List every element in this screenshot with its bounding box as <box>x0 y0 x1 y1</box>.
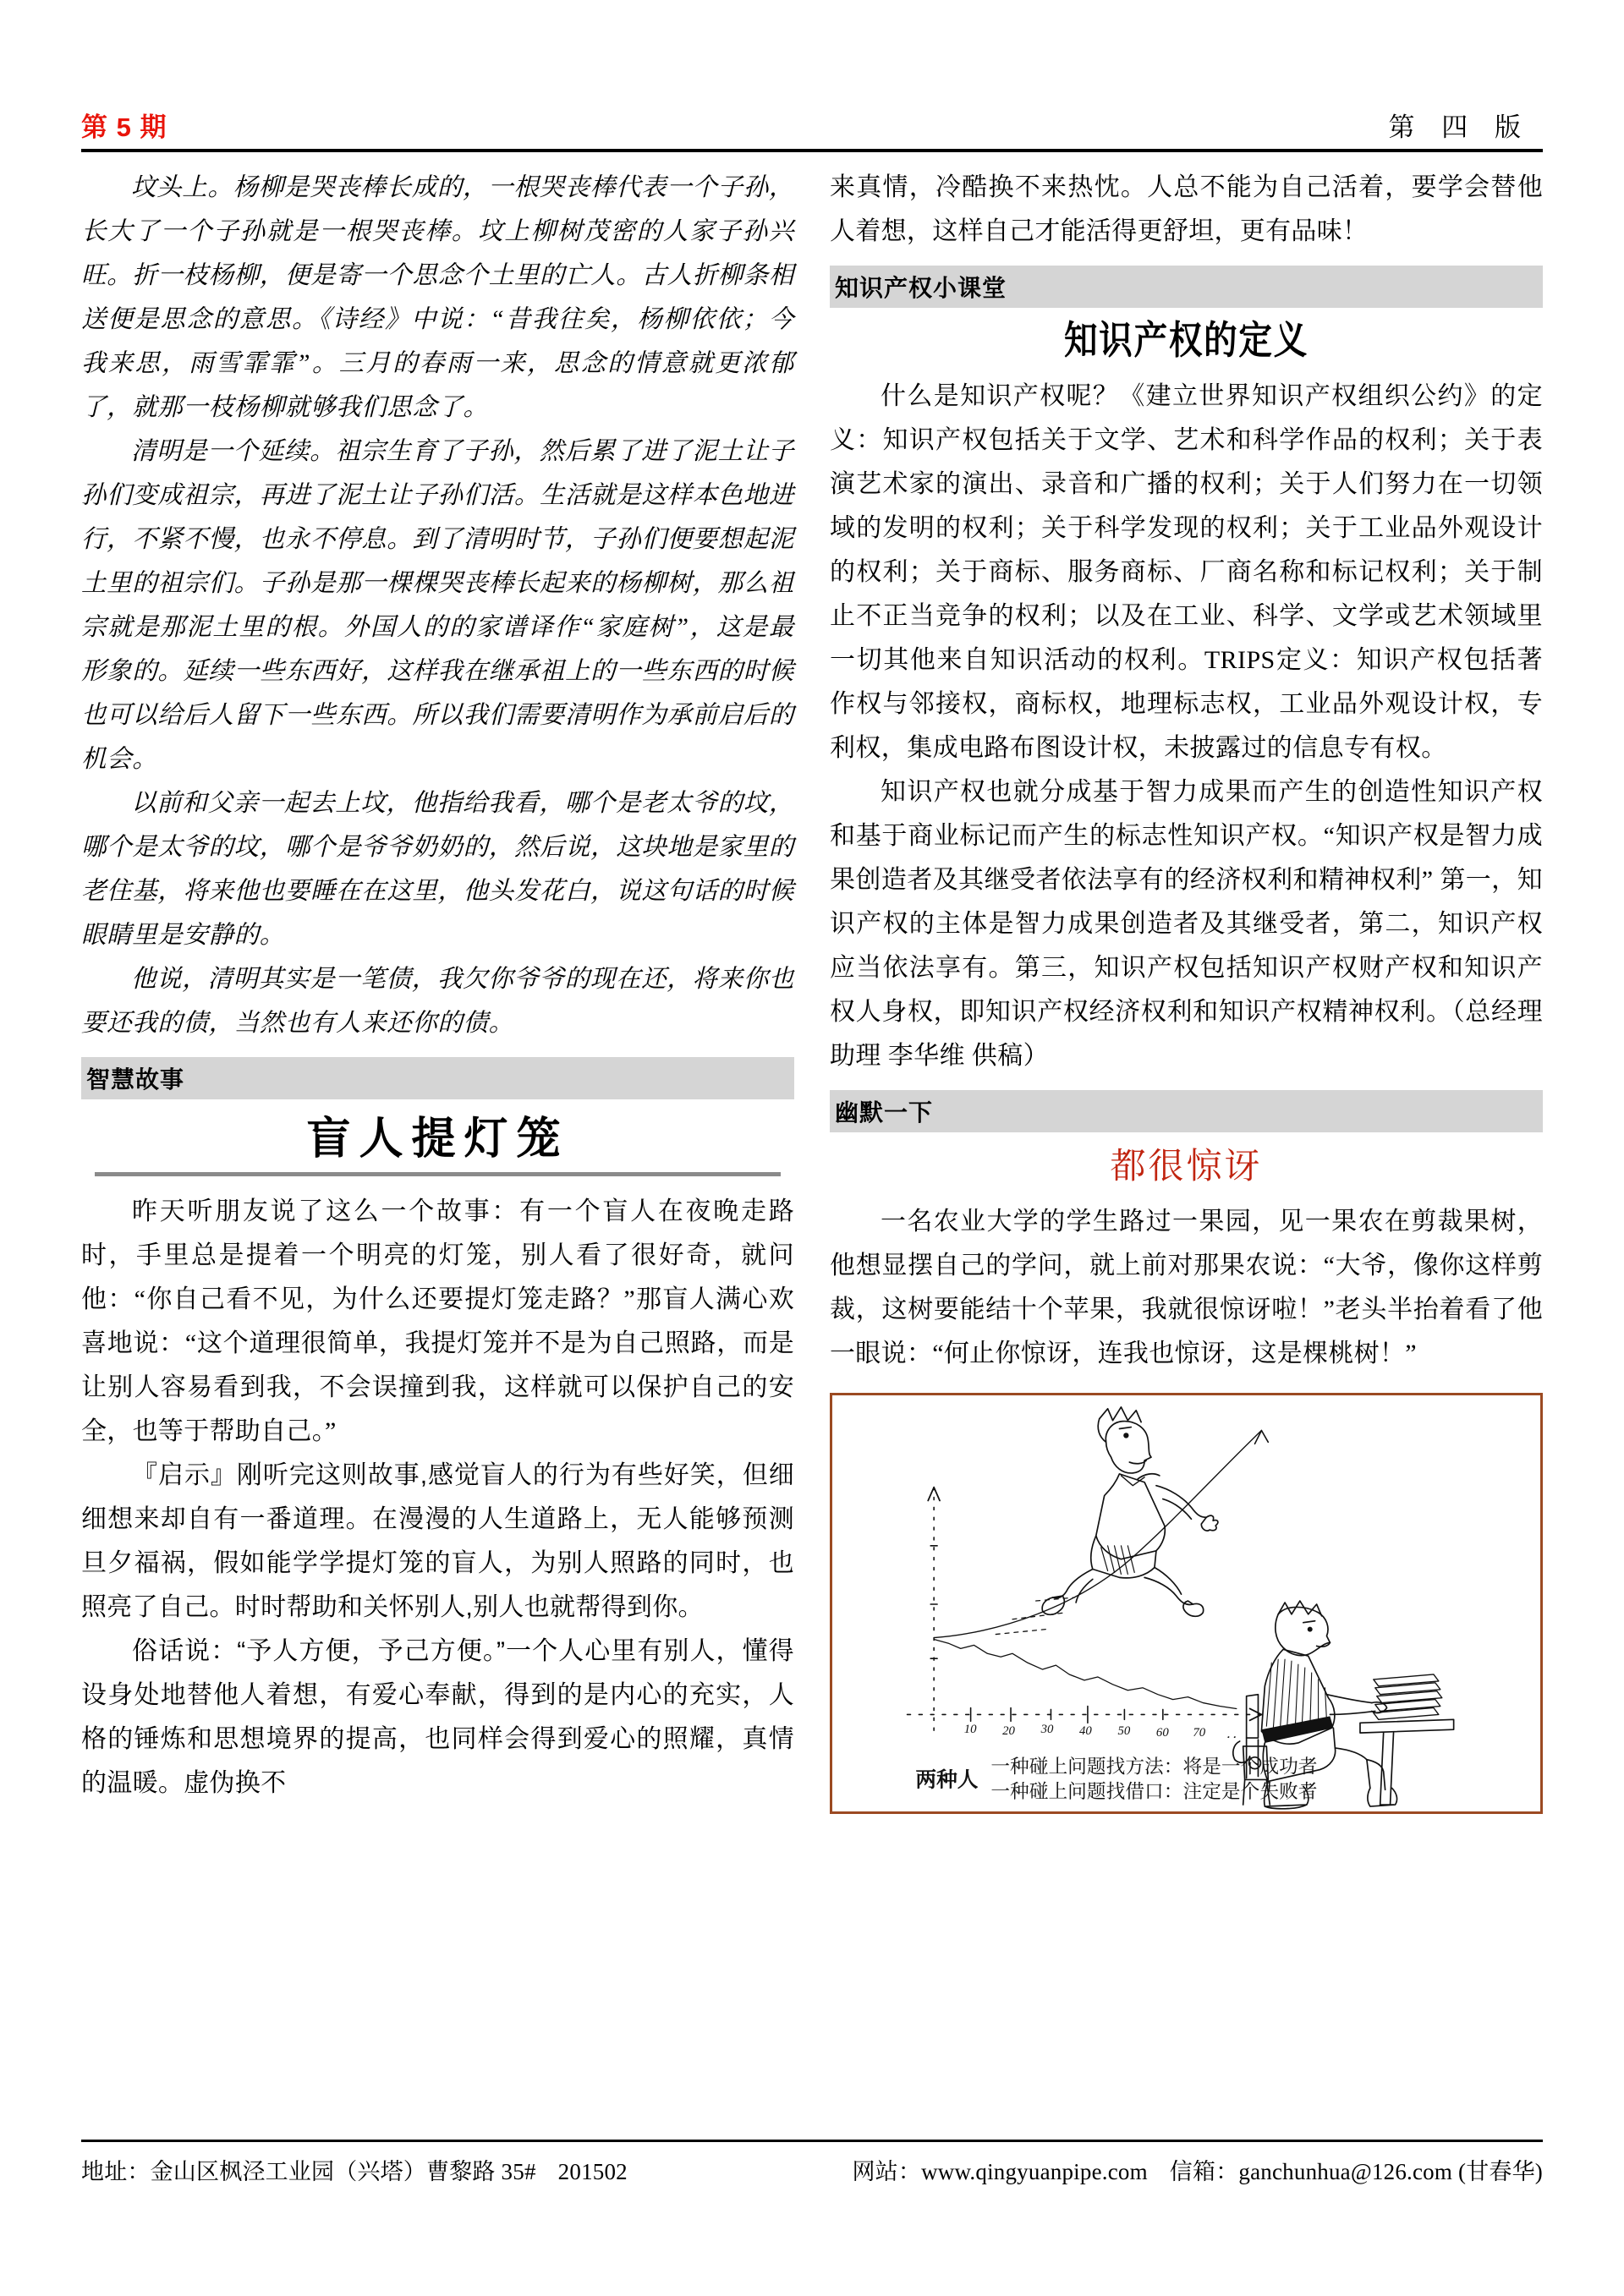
wisdom-paragraph-3: 俗话说：“予人方便，予己方便。”一个人心里有别人，懂得设身处地替他人着想，有爱心奉献，得到的是内心的充实，人格的锤炼和思想境界的提高，也同样会得到爱心的照耀，真情的温暖。虚伪换不 <box>81 1636 794 1797</box>
ip-paragraph-2: 知识产权也就分成基于智力成果而产生的创造性知识产权和基于商业标记而产生的标志性知识产权。“知识产权是智力成果创造者及其继受者依法享有的经济权利和精神权利” 第一，知识产权的主体是智力成果创造者及其继受者，第二，知识产权应当依法享有。第三，知识产权包括知识产权财产权和知识产权人身权，即知识产权经济权利和知识产权精神权利。（总经理助理 李华维 供稿） <box>830 777 1543 1070</box>
section-band-wisdom <box>81 1057 794 1099</box>
footer-editor: (甘春华) <box>1458 2159 1543 2184</box>
cartoon-caption-line-2: 一种碰上问题找借口：注定是个失败者 <box>990 1781 1318 1803</box>
section-band-wisdom-label: 智慧故事 <box>86 1066 185 1093</box>
wisdom-title-underline <box>95 1172 781 1176</box>
qingming-paragraph-3: 以前和父亲一起去上坟，他指给我看，哪个是老太爷的坟，哪个是太爷的坟，哪个是爷爷奶奶的，然后说，这块地是家里的老住基，将来他也要睡在在这里，他头发花白，说这句话的时候眼睛里是安静的。 <box>81 790 794 949</box>
left-column <box>81 166 794 2151</box>
cartoon-tick-10: 10 <box>963 1723 977 1737</box>
footer-address: 金山区枫泾工业园（兴塔）曹黎路 35# <box>150 2159 536 2184</box>
qingming-paragraph-1: 坟头上。杨柳是哭丧棒长成的，一根哭丧棒代表一个子孙，长大了一个子孙就是一根哭丧棒。坟上柳树茂密的人家子孙兴旺。折一枝杨柳，便是寄一个思念个土里的亡人。古人折柳条相送便是思念的意思。《诗经》中说：“昔我往矣，杨柳依依；今我来思，雨雪霏霏”。三月的春雨一来，思念的情意就更浓郁了，就那一枝杨柳就够我们思念了。 <box>81 174 794 421</box>
two-column-body <box>81 166 1543 2151</box>
footer-site-url[interactable]: www.qingyuanpipe.com <box>921 2159 1148 2184</box>
section-band-humor-label: 幽默一下 <box>835 1099 934 1126</box>
right-column <box>830 166 1543 2151</box>
cartoon-tick-20: 20 <box>1002 1724 1015 1739</box>
cartoon-tick-60: 60 <box>1155 1726 1169 1740</box>
section-band-ip-label: 知识产权小课堂 <box>835 275 1007 301</box>
footer-mail-address[interactable]: ganchunhua@126.com <box>1238 2159 1453 2184</box>
masthead-divider <box>81 149 1543 152</box>
wisdom-paragraph-2-revelation: 『启示』刚听完这则故事,感觉盲人的行为有些好笑，但细细想来却自有一番道理。在漫漫的人生道路上，无人能够预测旦夕福祸，假如能学学提灯笼的盲人，为别人照路的同时，也照亮了自己。时时帮助和关怀别人,别人也就帮得到你。 <box>81 1460 794 1621</box>
footer-postcode: 201502 <box>557 2159 628 2184</box>
wisdom-continuation-paragraph: 来真情，冷酷换不来热忱。人总不能为自己活着，要学会替他人着想，这样自己才能活得更舒坦，更有品味！ <box>830 173 1543 245</box>
page-number: 第 四 版 <box>1388 112 1531 142</box>
footer <box>81 2153 1543 2186</box>
cartoon-x-axis-tick-labels <box>964 1723 1245 1741</box>
qingming-paragraph-4: 他说，清明其实是一笔债，我欠你爷爷的现在还，将来你也要还我的债，当然也有人来还你的债。 <box>81 966 794 1037</box>
cartoon-tick-40: 40 <box>1079 1724 1092 1739</box>
footer-address-group <box>81 2153 628 2186</box>
cartoon-tick-30: 30 <box>1040 1723 1054 1737</box>
footer-address-label: 地址： <box>81 2159 151 2184</box>
ip-paragraph-1: 什么是知识产权呢？《建立世界知识产权组织公约》的定义：知识产权包括关于文学、艺术和科学作品的权利；关于表演艺术家的演出、录音和广播的权利；关于人们努力在一切领域的发明的权利；关于科学发现的权利；关于工业品外观设计的权利；关于商标、服务商标、厂商名称和标记权利；关于制止不正当竞争的权利；以及在工业、科学、文学或艺术领域里一切其他来自知识活动的权利。TRIPS定义：知识产权包括著作权与邻接权，商标权，地理标志权，工业品外观设计权，专利权，集成电路布图设计权，未披露过的信息专有权。 <box>830 381 1543 762</box>
cartoon-caption-line-1: 一种碰上问题找方法：将是一个成功者 <box>990 1756 1318 1778</box>
cartoon-tick-50: 50 <box>1117 1724 1131 1739</box>
cartoon-illustration-box <box>830 1393 1543 1814</box>
issue-number: 第 5 期 <box>81 112 167 142</box>
masthead <box>81 0 1543 144</box>
humor-article-title: 都很惊讶 <box>1110 1147 1263 1186</box>
footer-mail-label: 信箱： <box>1169 2159 1239 2184</box>
qingming-paragraph-2: 清明是一个延续。祖宗生育了子孙，然后累了进了泥土让子孙们变成祖宗，再进了泥土让子孙们活。生活就是这样本色地进行，不紧不慢，也永不停息。到了清明时节，子孙们便要想起泥土里的祖宗们。子孙是那一棵棵哭丧棒长起来的杨柳树，那么祖宗就是那泥土里的根。外国人的的家谱译作“家庭树”，这是最形象的。延续一些东西好，这样我在继承祖上的一些东西的时候也可以给后人留下一些东西。所以我们需要清明作为承前启后的机会。 <box>81 438 794 773</box>
footer-site-label: 网站： <box>852 2159 922 2184</box>
wisdom-article-title: 盲人提灯笼 <box>306 1115 569 1164</box>
ip-article-title: 知识产权的定义 <box>1064 318 1309 362</box>
cartoon-two-kinds-of-people <box>832 1395 1540 1811</box>
footer-contact-group <box>852 2153 1543 2186</box>
footer-divider <box>81 2140 1543 2142</box>
cartoon-tick-ellipsis: ．． <box>1226 1728 1246 1742</box>
wisdom-paragraph-1: 昨天听朋友说了这么一个故事：有一个盲人在夜晚走路时，手里总是提着一个明亮的灯笼，别人看了很好奇，就问他：“你自己看不见，为什么还要提灯笼走路？”那盲人满心欢喜地说：“这个道理很简单，我提灯笼并不是为自己照路，而是让别人容易看到我，不会误撞到我，这样就可以保护自己的安全，也等于帮助自己。” <box>81 1197 794 1445</box>
cartoon-caption-label: 两种人 <box>915 1768 979 1792</box>
cartoon-tick-70: 70 <box>1193 1726 1206 1740</box>
humor-paragraph: 一名农业大学的学生路过一果园，见一果农在剪裁果树，他想显摆自己的学问，就上前对那果农说：“大爷，像你这样剪裁，这树要能结十个苹果，我就很惊讶啦！”老头半抬着看了他一眼说：“何止你惊讶，连我也惊讶，这是棵桃树！” <box>830 1208 1543 1368</box>
section-band-ip <box>830 266 1543 308</box>
section-band-humor <box>830 1090 1543 1132</box>
